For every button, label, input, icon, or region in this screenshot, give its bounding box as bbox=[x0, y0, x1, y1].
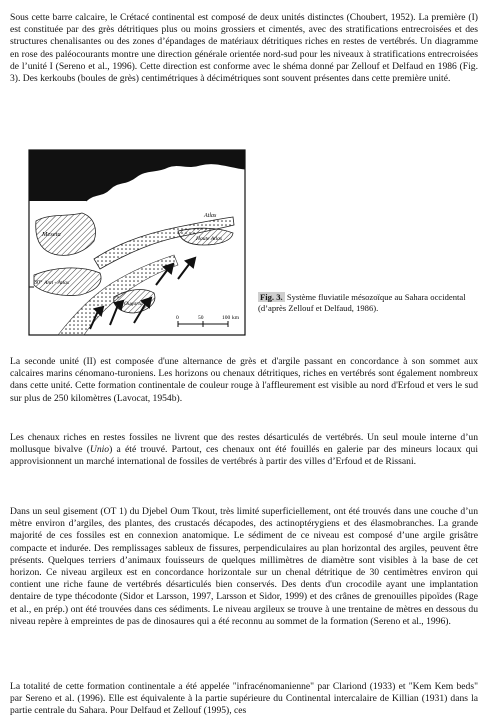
scale-label-0: 0 bbox=[176, 315, 179, 321]
figure-3-map bbox=[28, 147, 248, 337]
paragraph-3 bbox=[10, 432, 478, 469]
scale-label-50: 50 bbox=[198, 315, 204, 321]
scale-label-km: km bbox=[232, 315, 240, 321]
paragraph-3-part-1: Les chenaux riches en restes fossiles ne livrent que des restes désarticulés de vertébrés. Un seul moule interne d’un mollusque bivalve ( bbox=[10, 432, 478, 456]
scale-label-100: 100 bbox=[222, 315, 231, 321]
label-ougarta: Ougarta bbox=[124, 301, 143, 307]
figure-label: Fig. 3. bbox=[260, 292, 283, 302]
paragraph-2: La seconde unité (II) est composée d'une alternance de grès et d'argile passant en concordance à son sommet aux calcaires marins cénomano-turoniens. Les horizons ou chenaux détritiques, riches en vertébrés sont également nombreux dans cette unité. Cette formation continentale de couleur rouge à l'affleurement est visible au nord d'Erfoud et vers le sud sur plus de 250 kilomètres (Lavocat, 1954b). bbox=[10, 356, 478, 404]
paragraph-3-part-2: ) a été trouvé. Partout, ces chenaux ont été fouillés en galerie par des mineurs locaux qui approvisionnent un marché international de fossiles de vertébrés à partir des villes d’Erfoud et de Rissani. bbox=[10, 444, 479, 468]
label-anti-atlas: Anti - Atlas bbox=[44, 280, 69, 286]
map-svg bbox=[28, 147, 248, 337]
figure-caption bbox=[258, 292, 468, 314]
paragraph-5: La totalité de cette formation continentale a été appelée "infracénomanienne" par Clariond (1933) et "Kem Kem beds" par Sereno et al. (1996). Elle est équivalente à la partie supérieure du Continental intercalaire de Killian (1931) dans la partie centrale du Sahara. Pour Delfaud et Zellouf (1995), ces bbox=[10, 681, 478, 717]
label-haute-atlas: Haute Atlas bbox=[196, 236, 223, 242]
label-meseta: Meseta bbox=[42, 231, 61, 238]
paragraph-3-italic-taxon: Unio bbox=[89, 444, 110, 456]
paragraph-1: Sous cette barre calcaire, le Crétacé continental est composé de deux unités distinctes (Choubert, 1952). La première (I) est constituée par des grès détritiques plus ou moins grossiers et cimentés, avec des stratifications entrecroisées et des structures chenalisantes ou des zones d’épandages de matériaux détritiques riches en restes de vertébrés. Un diagramme en rose des paléocourants montre une direction générale orientée nord-sud pour les niveaux à stratifications entrecroisées de l’unité I (Sereno et al., 1996). Cette direction est conforme avec le shéma donné par Zellouf et Delfaud en 1986 (Fig. 3). Des kerkoubs (boules de grès) centimétriques à décimétriques sont souvent présentes dans cette première unité. bbox=[10, 12, 478, 85]
paragraph-4: Dans un seul gisement (OT 1) du Djebel Oum Tkout, très limité superficiellement, ont été trouvés dans une couche d’un mètre environ d’argiles, des plantes, des crustacés décapodes, des actinoptérygiens et des élasmobranches. La grande majorité de ces fossiles est en connexion anatomique. Le sédiment de ce niveau est composé d’une argile grisâtre compacte et indurée. Des remplissages sableux de fissures, perpendiculaires au plan horizontal des argiles, peuvent être présents. Quelques terriers d’animaux fouisseurs de quelques millimètres de diamètre sont visibles à la base de cet horizon. Ce niveau argileux est en concordance horizontale sur un chenal détritique de 30 centimètres environ qui contient une riche faune de vertébrés désarticulés bien conservés. Des dents d'un crocodile ayant une implantation dentaire de type thécodonte (Sidor et Larsson, 1997, Larsson et Sidor, 1999) et des crânes de grenouilles pipoïdes (Rage et al., en prép.) ont été trouvées dans ces sédiments. Le niveau argileux se trouve à une trentaine de mètres en dessous du niveau repère à empreintes de pas de dinosaures qui a été reconnu au sommet de la formation (Sereno et al., 1996). bbox=[10, 506, 478, 627]
label-atlas: Atlas bbox=[204, 213, 217, 219]
figure-caption-text: Système fluviatile mésozoïque au Sahara occidental (d’après Zellouf et Delfaud, 1986). bbox=[258, 292, 466, 313]
